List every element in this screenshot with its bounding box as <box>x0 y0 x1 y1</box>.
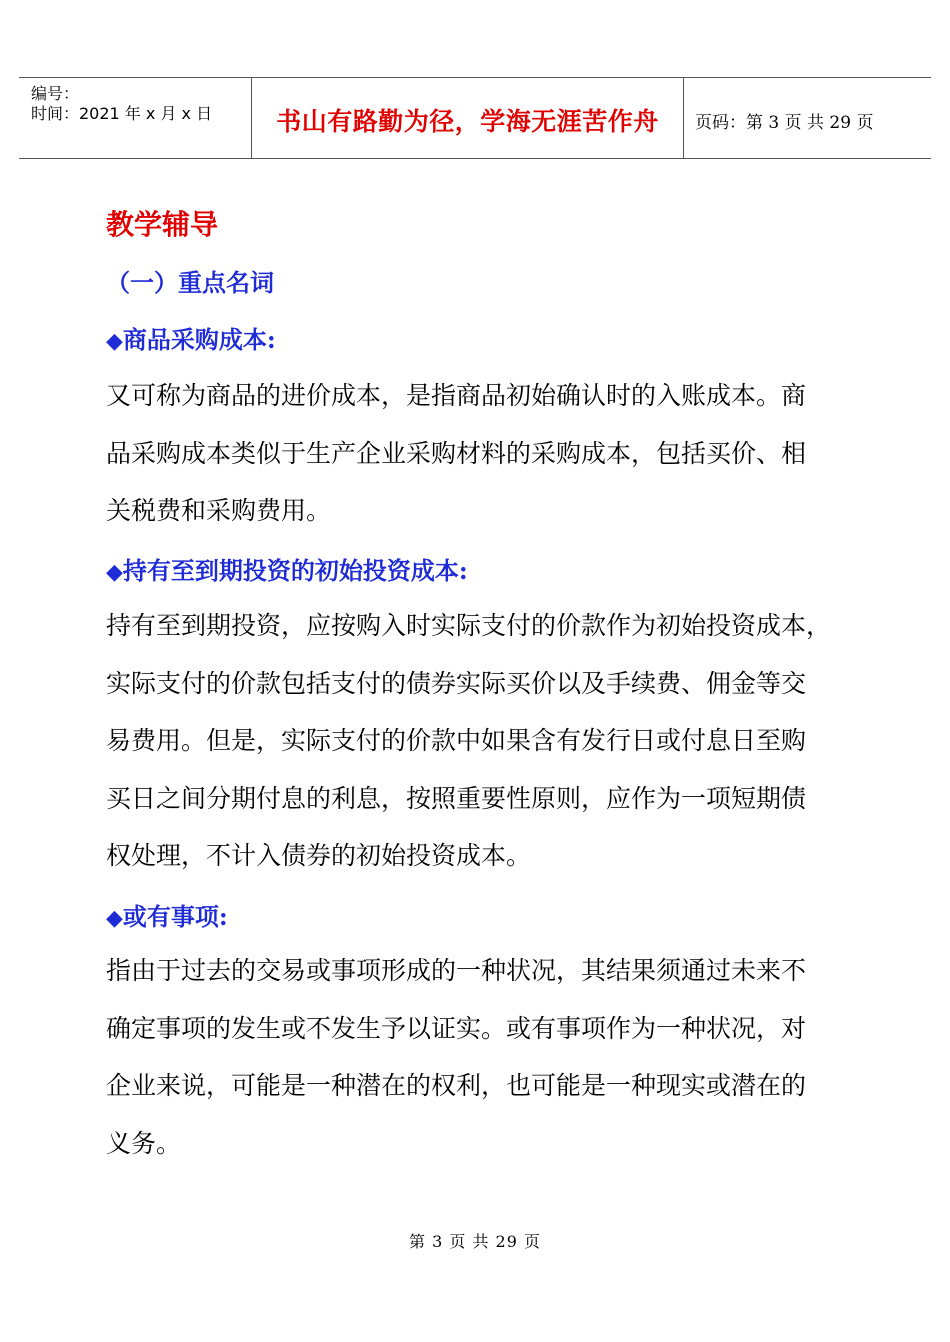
text-line: 买日之间分期付息的利息，按照重要性原则，应作为一项短期债 <box>106 783 807 813</box>
text-line: 关税费和采购费用。 <box>106 496 332 525</box>
term-title: 持有至到期投资的初始投资成本: <box>122 556 468 585</box>
subsection-title: （一）重点名词 <box>106 268 274 297</box>
number-label: 编号： <box>31 84 80 103</box>
diamond-bullet-icon: ◆ <box>106 905 123 931</box>
text-line: 品采购成本类似于生产企业采购材料的采购成本，包括买价、相 <box>106 438 807 468</box>
term-definition <box>106 942 866 1172</box>
text-line: 持有至到期投资，应按购入时实际支付的价款作为初始投资成本， <box>106 611 832 640</box>
header-meta <box>31 84 212 124</box>
text-line: 确定事项的发生或不发生予以证实。或有事项作为一种状况，对 <box>106 1013 807 1043</box>
time-label: 时间：2021 年 x 月 x 日 <box>31 104 213 123</box>
term-title: 商品采购成本: <box>122 325 276 354</box>
text-line: 义务。 <box>106 1128 182 1158</box>
document-header <box>19 77 931 159</box>
term-definition <box>106 367 866 540</box>
term-heading <box>106 551 468 586</box>
section-title: 教学辅导 <box>106 208 219 241</box>
text-line: 指由于过去的交易或事项形成的一种状况，其结果须通过未来不 <box>106 956 807 985</box>
term-title: 或有事项: <box>122 902 228 931</box>
text-line: 权处理，不计入债券的初始投资成本。 <box>106 841 532 870</box>
header-divider <box>683 78 684 158</box>
header-motto: 书山有路勤为径，学海无涯苦作舟 <box>276 107 659 136</box>
text-line: 易费用。但是，实际支付的价款中如果含有发行日或付息日至购 <box>106 726 807 755</box>
page-footer: 第 3 页 共 29 页 <box>409 1232 541 1251</box>
term-definition <box>106 597 866 885</box>
text-line: 又可称为商品的进价成本，是指商品初始确认时的入账成本。商 <box>106 381 807 410</box>
term-heading <box>106 897 228 932</box>
header-page-info: 页码：第 3 页 共 29 页 <box>695 113 874 133</box>
term-heading <box>106 320 276 355</box>
text-line: 实际支付的价款包括支付的债券实际买价以及手续费、佣金等交 <box>106 668 807 698</box>
diamond-bullet-icon: ◆ <box>106 328 123 354</box>
diamond-bullet-icon: ◆ <box>106 559 123 585</box>
text-line: 企业来说，可能是一种潜在的权利，也可能是一种现实或潜在的 <box>106 1071 807 1100</box>
